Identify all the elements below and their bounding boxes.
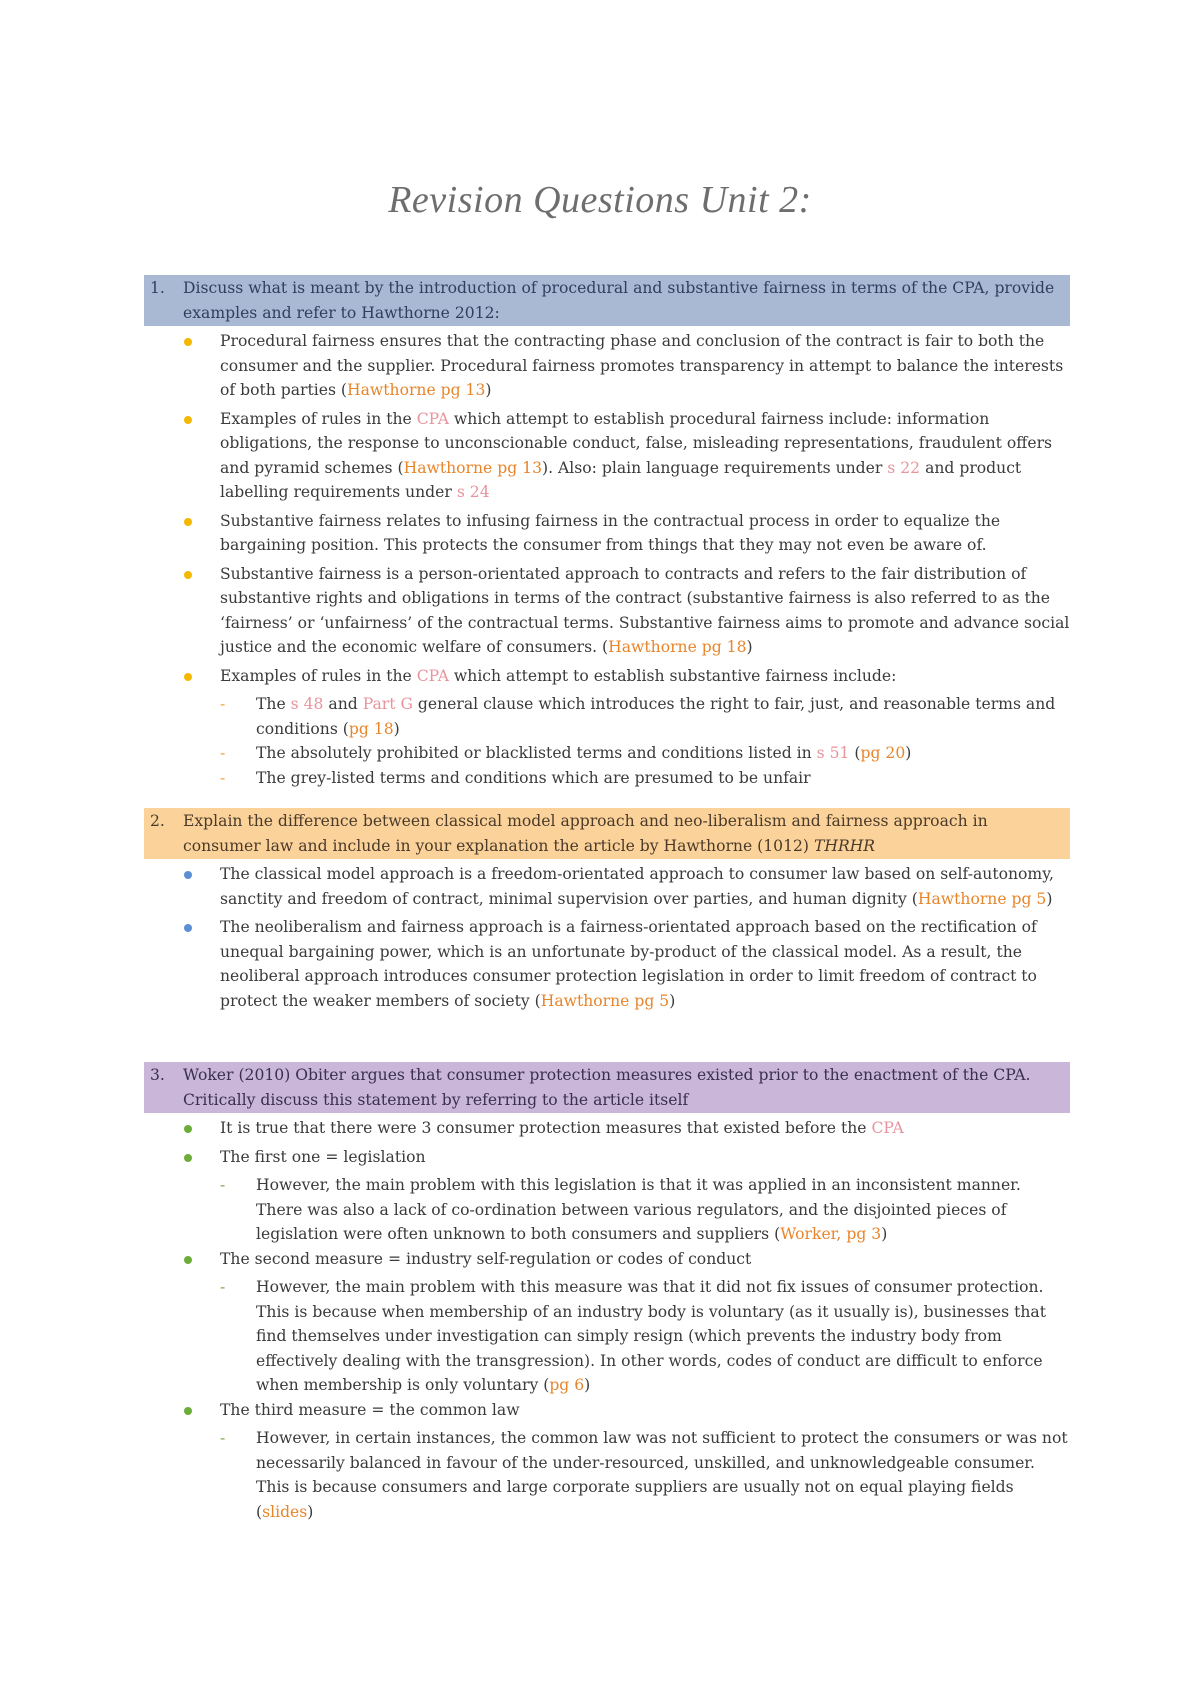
sub-list-item: - However, the main problem with this measure was that it did not fix issues of consumer protection. This is because when membership of an industry body is voluntary (as it usually is), businesses that find themselves under investigation can simply resign (which prevents the industry body from effectively dealing with the transgression). In other words, codes of conduct are difficult to enforce when membership is only voluntary (pg 6)	[180, 1275, 1070, 1398]
sub-list-item: - The s 48 and Part G general clause which introduces the right to fair, just, and reasonable terms and conditions (pg 18)	[180, 692, 1070, 741]
sub-list-item: - However, the main problem with this legislation is that it was applied in an inconsistent manner. There was also a lack of co-ordination between various regulators, and the disjointed pieces of legislation were often unknown to both consumers and suppliers (Worker, pg 3)	[180, 1173, 1070, 1247]
dash-icon: -	[220, 695, 226, 713]
dash-icon: -	[220, 1176, 226, 1194]
question-text: Discuss what is meant by the introduction of procedural and substantive fairness in terms of the CPA, provide examples and refer to Hawthorne 2012:	[183, 279, 1055, 322]
bullet-icon	[184, 1407, 192, 1415]
reference: CPA	[416, 666, 449, 685]
reference: s 22	[887, 458, 921, 477]
bullet-icon	[184, 1256, 192, 1264]
reference: Hawthorne pg 18	[608, 638, 747, 656]
question-text-emphasis: THRHR	[813, 836, 876, 855]
bullet-icon	[184, 1125, 192, 1133]
question-1-heading	[144, 275, 1070, 326]
reference: s 24	[456, 483, 490, 501]
question-text: Woker (2010) Obiter argues that consumer protection measures existed prior to the enactment of the CPA. Critically discuss this statement by referring to the article itself	[183, 1066, 1031, 1109]
reference: Hawthorne pg 13	[403, 458, 542, 477]
dash-icon: -	[220, 768, 226, 787]
reference: Part G	[362, 695, 413, 713]
page-title: Revision Questions Unit 2:	[388, 179, 812, 221]
dash-icon: -	[220, 1278, 226, 1296]
list-item: Procedural fairness ensures that the contracting phase and conclusion of the contract is fair to both the consumer and the supplier. Procedural fairness promotes transparency in attempt to balance the interests of both parties (Hawthorne pg 13)	[180, 329, 1070, 403]
list-item: Examples of rules in the CPA which attempt to establish procedural fairness include: information obligations, the response to unconscionable conduct, false, misleading representations, fraudulent offers and pyramid schemes (Hawthorne pg 13). Also: plain language requirements under s 22 and product labelling requirements under s 24	[180, 407, 1070, 505]
bullet-icon	[184, 571, 192, 579]
question-1-answers	[180, 329, 1070, 790]
reference: s 51	[816, 744, 850, 762]
list-item: Substantive fairness relates to infusing fairness in the contractual process in order to equalize the bargaining position. This protects the consumer from things that they may not even be aware of.	[180, 509, 1070, 558]
bullet-icon	[184, 871, 192, 879]
reference: Hawthorne pg 13	[347, 381, 486, 399]
sub-list-item: - However, in certain instances, the common law was not sufficient to protect the consumers or was not necessarily balanced in favour of the under-resourced, unskilled, and unknowledgeable consumer. This is because consumers and large corporate suppliers are usually not on equal playing fields (slides)	[180, 1426, 1070, 1524]
list-item: The third measure = the common law	[180, 1398, 1070, 1423]
list-item: Substantive fairness is a person-orientated approach to contracts and refers to the fair distribution of substantive rights and obligations in terms of the contract (substantive fairness is also referred to as the ‘fairness’ or ‘unfairness’ of the contractual terms. Substantive fairness aims to promote and advance social justice and the economic welfare of consumers. (Hawthorne pg 18)	[180, 562, 1070, 660]
bullet-icon	[184, 338, 192, 346]
reference: Worker, pg 3	[780, 1225, 882, 1243]
question-3-heading	[144, 1062, 1070, 1113]
bullet-icon	[184, 1154, 192, 1162]
bullet-icon	[184, 416, 192, 424]
list-item: The classical model approach is a freedom-orientated approach to consumer law based on self-autonomy, sanctity and freedom of contract, minimal supervision over parties, and human dignity (Hawthorne pg 5)	[180, 862, 1070, 911]
reference: CPA	[416, 409, 449, 428]
list-item: It is true that there were 3 consumer protection measures that existed before the CPA	[180, 1116, 1070, 1141]
question-number: 3.	[150, 1066, 165, 1084]
reference: Hawthorne pg 5	[540, 991, 670, 1010]
question-3-answers	[180, 1116, 1070, 1524]
list-item: The neoliberalism and fairness approach is a fairness-orientated approach based on the rectification of unequal bargaining power, which is an unfortunate by-product of the classical model. As a result, the neoliberal approach introduces consumer protection legislation in order to limit freedom of contract to protect the weaker members of society (Hawthorne pg 5)	[180, 915, 1070, 1013]
reference: slides	[262, 1502, 308, 1521]
dash-icon: -	[220, 1429, 226, 1447]
reference: s 48	[290, 695, 324, 713]
question-number: 2.	[150, 812, 165, 830]
dash-icon: -	[220, 744, 226, 762]
reference: pg 18	[348, 719, 394, 738]
sub-list-item: - The grey-listed terms and conditions which are presumed to be unfair	[180, 766, 1070, 791]
bullet-icon	[184, 924, 192, 932]
bullet-icon	[184, 518, 192, 526]
reference: Hawthorne pg 5	[917, 889, 1047, 908]
reference: pg 6	[549, 1376, 585, 1394]
sub-list-item: - The absolutely prohibited or blacklisted terms and conditions listed in s 51 (pg 20)	[180, 741, 1070, 766]
question-2-heading	[144, 808, 1070, 859]
reference: pg 20	[860, 744, 906, 762]
reference: CPA	[871, 1119, 904, 1137]
list-item: Examples of rules in the CPA which attempt to establish substantive fairness include:	[180, 664, 1070, 689]
question-number: 1.	[150, 279, 165, 297]
bullet-icon	[184, 673, 192, 681]
list-item: The second measure = industry self-regulation or codes of conduct	[180, 1247, 1070, 1272]
question-2-answers	[180, 862, 1070, 1017]
list-item: The first one = legislation	[180, 1145, 1070, 1170]
question-text: Explain the difference between classical model approach and neo-liberalism and fairness approach in consumer law and include in your explanation the article by Hawthorne (1012)	[183, 812, 988, 855]
